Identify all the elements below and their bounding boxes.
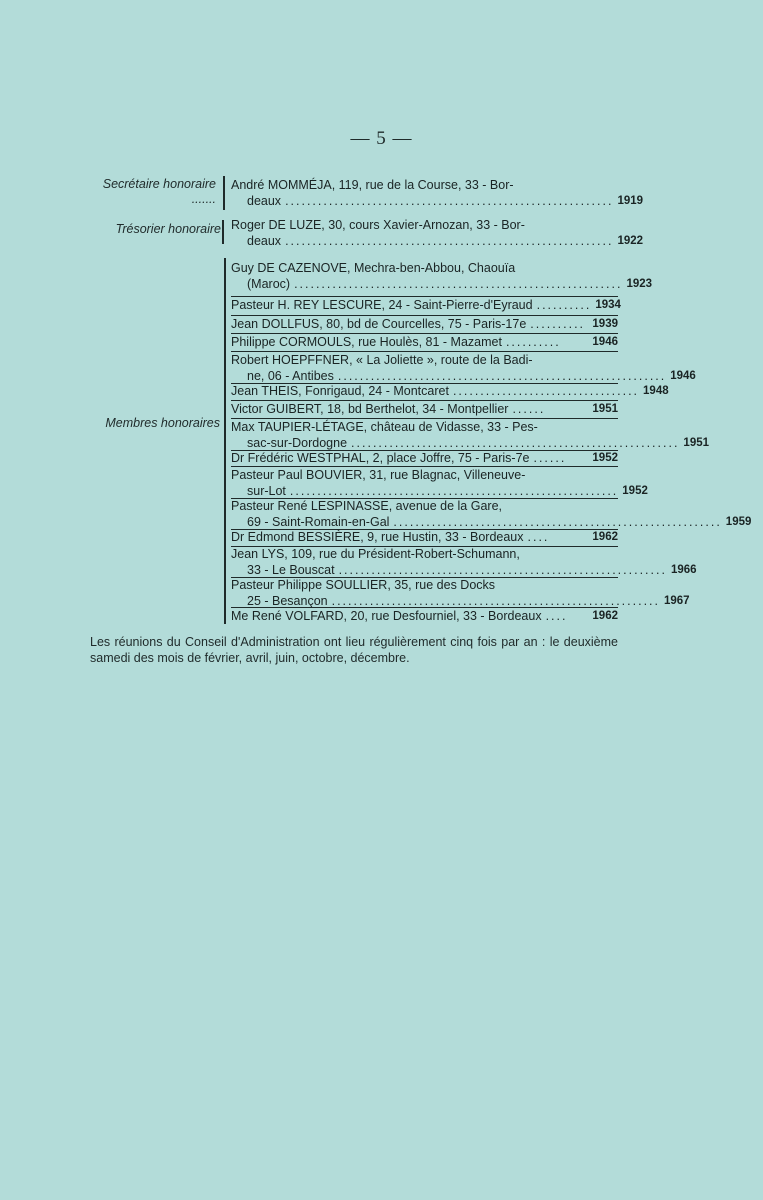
label-tresorier [70, 222, 221, 237]
entry-line: ne, 06 - Antibes [247, 368, 334, 383]
entry-year: 1952 [622, 484, 648, 497]
entry-line: Pasteur René LESPINASSE, avenue de la Gare, [231, 499, 502, 513]
entry-line: Jean DOLLFUS, 80, bd de Courcelles, 75 - Paris-17e [231, 317, 527, 331]
label-membres [70, 416, 220, 431]
entry-line: Pasteur Paul BOUVIER, 31, rue Blagnac, Villeneuve- [231, 468, 526, 482]
entry-cormouls: Philippe CORMOULS, rue Houlès, 81 - Mazamet .......... 1946 [231, 335, 618, 349]
rule-membres [224, 258, 226, 624]
divider [231, 296, 618, 297]
entry-line: 69 - Saint-Romain-en-Gal [247, 514, 390, 529]
rule-tresorier [222, 220, 224, 244]
entry-line: 33 - Le Bouscat [247, 562, 335, 577]
entry-line: 25 - Besançon [247, 593, 328, 608]
entry-volfard: Me René VOLFARD, 20, rue Desfourniel, 33 - Bordeaux .... 1962 [231, 609, 618, 623]
label-secretaire-text: Secrétaire honoraire ....... [102, 177, 216, 206]
entry-year: 1966 [670, 563, 697, 576]
entry-de-luze: Roger DE LUZE, 30, cours Xavier-Arnozan, 33 - Bor- deaux ............................................................ 1922 [231, 218, 644, 248]
entry-year: 1934 [595, 299, 621, 311]
entry-line: André MOMMÉJA, 119, rue de la Course, 33 - Bor- [231, 178, 514, 192]
entry-guibert: Victor GUIBERT, 18, bd Berthelot, 34 - Montpellier ...... 1951 [231, 402, 618, 416]
entry-theis: Jean THEIS, Fonrigaud, 24 - Montcaret .................................. 1948 [231, 384, 669, 398]
entry-year: 1967 [663, 594, 690, 607]
entry-year: 1962 [592, 610, 618, 622]
entry-lys: Jean LYS, 109, rue du Président-Robert-Schumann, 33 - Le Bouscat ............................................................ 1966 [231, 547, 697, 577]
entry-year: 1919 [617, 194, 644, 207]
label-secretaire [70, 177, 216, 207]
entry-year: 1962 [592, 531, 618, 543]
entry-year: 1959 [725, 515, 752, 528]
entry-line: (Maroc) [247, 276, 291, 291]
entry-line: sac-sur-Dordogne [247, 435, 348, 450]
entry-line: Max TAUPIER-LÉTAGE, château de Vidasse, 33 - Pes- [231, 420, 538, 434]
entry-lespinasse: Pasteur René LESPINASSE, avenue de la Gare, 69 - Saint-Romain-en-Gal ............................................................ 1959 [231, 499, 752, 529]
entry-line: Jean THEIS, Fonrigaud, 24 - Montcaret [231, 384, 449, 398]
entry-de-cazenove: Guy DE CAZENOVE, Mechra-ben-Abbou, Chaouïa (Maroc) ............................................................ 1923 [231, 261, 653, 291]
divider [231, 400, 618, 401]
entry-year: 1951 [592, 403, 618, 415]
entry-hoepffner: Robert HOEPFFNER, « La Joliette », route de la Badi- ne, 06 - Antibes ............................................................ 1946 [231, 353, 696, 383]
divider [231, 315, 618, 316]
divider [231, 333, 618, 334]
entry-line: Dr Edmond BESSIÈRE, 9, rue Hustin, 33 - Bordeaux [231, 530, 524, 544]
entry-year: 1951 [683, 436, 710, 449]
entry-year: 1923 [626, 277, 653, 290]
entry-line: sur-Lot [247, 483, 286, 498]
entry-line: Philippe CORMOULS, rue Houlès, 81 - Mazamet [231, 335, 502, 349]
entry-line: Pasteur H. REY LESCURE, 24 - Saint-Pierre-d'Eyraud [231, 298, 533, 312]
entry-rey-lescure: Pasteur H. REY LESCURE, 24 - Saint-Pierre-d'Eyraud .......... 1934 [231, 298, 621, 312]
entry-bessiere: Dr Edmond BESSIÈRE, 9, rue Hustin, 33 - Bordeaux .... 1962 [231, 530, 618, 544]
label-tresorier-text: Trésorier honoraire [115, 222, 221, 236]
entry-westphal: Dr Frédéric WESTPHAL, 2, place Joffre, 75 - Paris-7e ...... 1952 [231, 451, 618, 465]
entry-year: 1922 [617, 234, 644, 247]
entry-line: deaux [247, 193, 282, 208]
page-number: — 5 — [350, 128, 413, 149]
entry-line: Dr Frédéric WESTPHAL, 2, place Joffre, 75 - Paris-7e [231, 451, 530, 465]
entry-year: 1952 [592, 452, 618, 464]
entry-line: Robert HOEPFFNER, « La Joliette », route de la Badi- [231, 353, 533, 367]
entry-bouvier: Pasteur Paul BOUVIER, 31, rue Blagnac, Villeneuve- sur-Lot ............................................................ 1952 [231, 468, 648, 498]
entry-line: Victor GUIBERT, 18, bd Berthelot, 34 - Montpellier [231, 402, 509, 416]
entry-line: Pasteur Philippe SOULLIER, 35, rue des Docks [231, 578, 496, 592]
meetings-note: Les réunions du Conseil d'Administration ont lieu régulièrement cinq fois par an : le deuxième samedi des mois de février, avril, juin, octobre, décembre. [90, 635, 618, 665]
entry-line: deaux [247, 233, 282, 248]
entry-line: Roger DE LUZE, 30, cours Xavier-Arnozan, 33 - Bor- [231, 218, 525, 232]
divider [231, 418, 618, 419]
entry-year: 1939 [592, 318, 618, 330]
label-membres-text: Membres honoraires [105, 416, 220, 430]
entry-soullier: Pasteur Philippe SOULLIER, 35, rue des Docks 25 - Besançon ............................................................ 1967 [231, 578, 690, 608]
divider [231, 351, 618, 352]
entry-line: Me René VOLFARD, 20, rue Desfourniel, 33 - Bordeaux [231, 609, 542, 623]
entry-mommeja: André MOMMÉJA, 119, rue de la Course, 33 - Bor- deaux ............................................................ 1919 [231, 178, 644, 208]
entry-dollfus: Jean DOLLFUS, 80, bd de Courcelles, 75 - Paris-17e .......... 1939 [231, 317, 618, 331]
entry-year: 1946 [670, 369, 696, 382]
entry-year: 1946 [592, 336, 618, 348]
entry-line: Jean LYS, 109, rue du Président-Robert-Schumann, [231, 547, 520, 561]
entry-line: Guy DE CAZENOVE, Mechra-ben-Abbou, Chaouïa [231, 261, 516, 275]
entry-year: 1948 [643, 385, 669, 397]
rule-secretaire [223, 176, 225, 210]
entry-taupier-letage: Max TAUPIER-LÉTAGE, château de Vidasse, 33 - Pes- sac-sur-Dordogne ............................................................ 1951 [231, 420, 710, 450]
